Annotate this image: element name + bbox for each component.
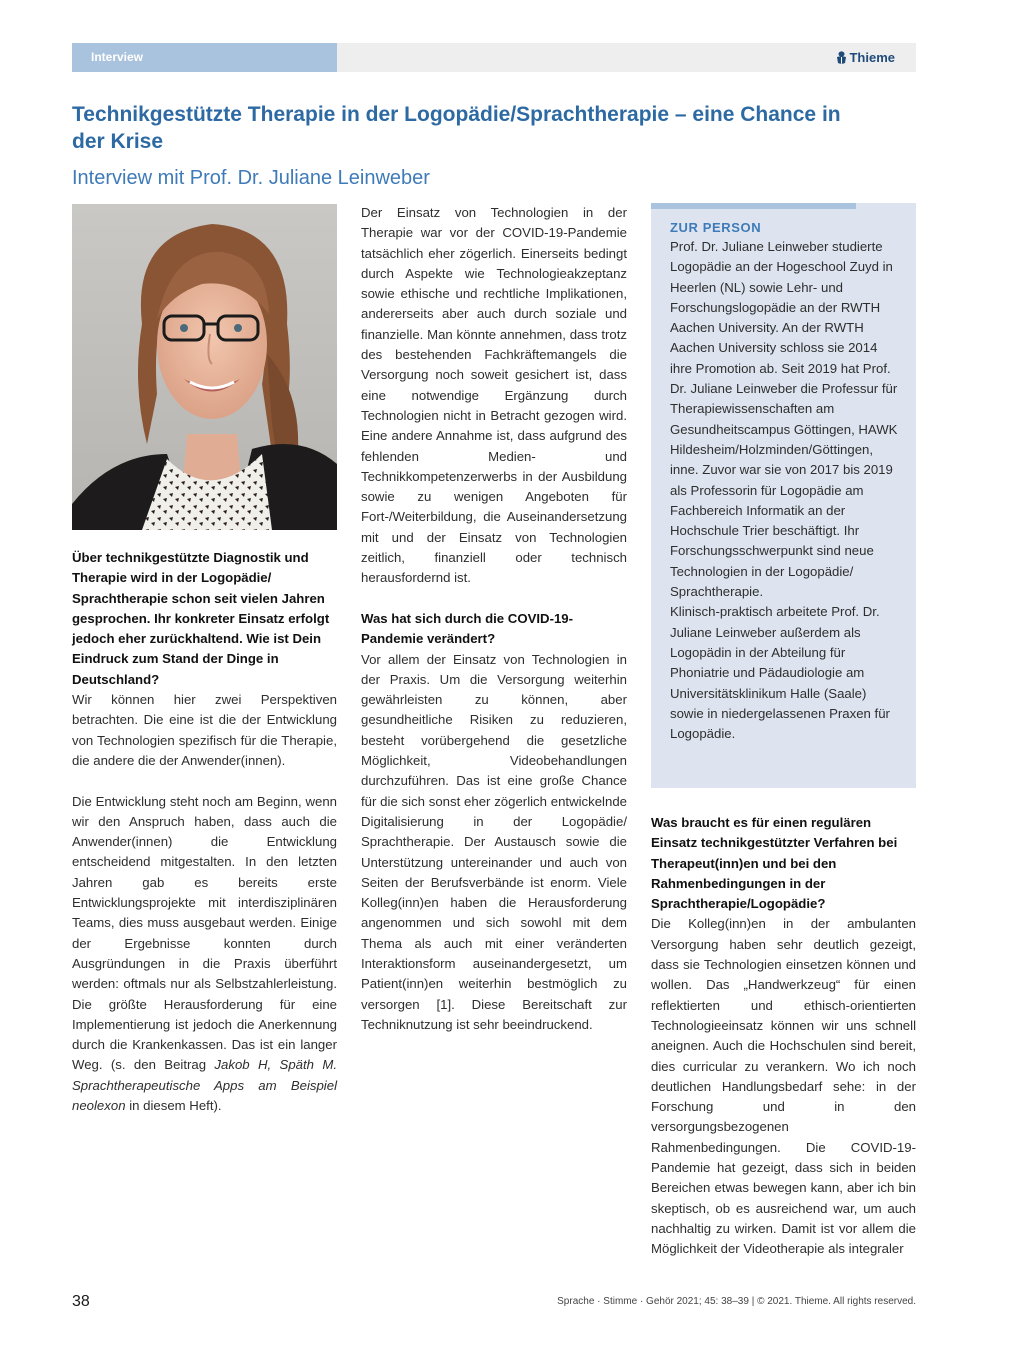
question-2: Was hat sich durch die COVID-19-Pandemie verändert? [361,610,574,647]
running-header [72,43,916,72]
page-number: 38 [72,1293,90,1310]
section-label: Interview [72,43,337,72]
column-2 [361,203,627,1035]
answer-2-paragraph-1: Vor allem der Einsatz von Technologien in der Praxis. Um die Versorgung weiterhin gewährleisten zu können, aber gesundheitliche Risiken zu reduzieren, besteht vorübergehend die gesetzliche Möglichkeit, Videobehandlungen durchzuführen. Das ist eine große Chance für die sich sonst eher zögerlich entwickelnde Digitalisierung in der Logopädie/ Sprachtherapie. Der Austausch sowie die Unterstützung untereinander und auch von Seiten der Berufsverbände ist enorm. Viele Kolleg(inn)en haben die Herausforderung angenommen und sich sowohl mit dem Thema als auch mit einer veränderten Interaktionsform auseinandergesetzt, um Patient(inn)en weiterhin bestmöglich zu versorgen [1]. Diese Bereitschaft zur Techniknutzung ist sehr beeindruckend. [361,651,627,1032]
question-1: Über technikgestützte Diagnostik und Therapie wird in der Logopädie/ Sprachtherapie schon seit vielen Jahren gesprochen. Ihr konkreter Einsatz erfolgt jedoch eher zurückhaltend. Wie ist Dein Eindruck zum Stand der Dinge in Deutschland? [72,550,330,687]
publisher-brand [836,43,895,72]
portrait-photo [72,204,337,530]
article-reference: Jakob H, Späth M. Sprachtherapeutische Apps am Beispiel neolexon [72,1057,337,1114]
column-1 [72,548,337,1116]
zur-person-box [651,203,916,788]
answer-1-paragraph-3: Der Einsatz von Technologien in der Therapie war vor der COVID-19-Pandemie tatsächlich eher zögerlich. Einerseits bedingt durch Aspekte wie Technologieakzeptanz sowie ethische und rechtliche Implikationen, andererseits aber auch durch soziale und finanzielle. Man könnte annehmen, dass trotz des bestehenden Fachkräftemangels die Versorgung noch soweit gesichert ist, dass eine notwendige Ergänzung durch Technologien nicht in Betracht gezogen wird. Eine andere Annahme ist, dass aufgrund des fehlenden Medien- und Technikkompetenzerwerbs in der Ausbildung sowie zu wenigen Angeboten für Fort-/Weiterbildung, die Auseinandersetzung mit und der Einsatz von Technologien zeitlich, finanziell oder technisch herausfordernd ist. [361,205,627,586]
answer-1-paragraph-1: Wir können hier zwei Perspektiven betrachten. Die eine ist die der Entwicklung von Technologien spezifisch für die Therapie, die andere die der Anwender(innen). [72,692,337,768]
thieme-logo-icon [836,51,847,64]
article-subtitle: Interview mit Prof. Dr. Juliane Leinweber [72,167,430,189]
answer-1-paragraph-2: Die Entwicklung steht noch am Beginn, wenn wir den Anspruch haben, dass auch die Anwender(innen) die Entwicklung entscheidend mitgestalten. In den letzten Jahren gab es bereits erste Entwicklungsprojekte mit interdisziplinären Teams, dies muss ausgebaut werden. Einige der Ergebnisse konnten durch Ausgründungen in die Praxis überführt werden: oftmals nur als Selbstzahlerleistung. Die größte Herausforderung für eine Implementierung ist jedoch die Anerkennung durch die Krankenkassen. Das ist ein langer Weg. (s. den Beitrag Jakob H, Späth M. Sprachtherapeutische Apps am Beispiel neolexon in diesem Heft). [72,793,337,1114]
infobox-accent-strip [651,203,856,209]
infobox-heading: ZUR PERSON [670,220,762,235]
infobox-paragraph-2: Klinisch-praktisch arbeitete Prof. Dr. Juliane Leinweber außerdem als Logopädin in der Abteilung für Phoniatrie und Pädaudiologie am Universitätsklinikum Halle (Saale) sowie in niedergelassenen Praxen für Logopädie. [670,604,890,742]
article-title: Technikgestützte Therapie in der Logopädie/Sprachtherapie – eine Chance in der Krise [72,103,841,153]
answer-3-paragraph-1: Die Kolleg(inn)en in der ambulanten Versorgung haben sehr deutlich gezeigt, dass sie Technologien einsetzen können und wollen. Das „Handwerkzeug“ für einen reflektierten und ethisch-orientierten Technologieeinsatz können wir uns schnell aneignen. Auch die Hochschulen sind bereit, dies curricular zu verankern. Wo ich noch deutlichen Handlungsbedarf sehe: in der Forschung und in den versorgungsbezogenen Rahmenbedingungen. Die COVID-19-Pandemie hat gezeigt, dass sich in beiden Bereichen etwas bewegen kann, aber ich bin skeptisch, ob es ausreichend war, um auch nachhaltig zu wirken. Damit ist vor allem die Möglichkeit der Videotherapie als integraler [651,916,916,1257]
infobox-paragraph-1: Prof. Dr. Juliane Leinweber studierte Logopädie an der Hogeschool Zuyd in Heerlen (NL) sowie Lehr- und Forschungslogopädie an der RWTH Aachen University. An der RWTH Aachen University schloss sie 2014 ihre Promotion ab. Seit 2019 hat Prof. Dr. Juliane Leinweber die Professur für Therapiewissenschaften am Gesundheitscampus Göttingen, HAWK Hildesheim/Holzminden/Göttingen, inne. Zuvor war sie von 2017 bis 2019 als Professorin für Logopädie am Fachbereich Informatik an der Hochschule Trier beschäftigt. Ihr Forschungsschwerpunkt sind neue Technologien in der Logopädie/ Sprachtherapie. [670,239,898,600]
publisher-name: Thieme [849,50,895,65]
column-3 [651,813,916,1260]
footer-citation: Sprache · Stimme · Gehör 2021; 45: 38–39 | © 2021. Thieme. All rights reserved. [557,1296,916,1307]
question-3: Was braucht es für einen regulären Einsatz technikgestützter Verfahren bei Therapeut(inn)en und bei den Rahmenbedingungen in der Sprachtherapie/Logopädie? [651,815,898,912]
infobox-body [670,237,900,744]
